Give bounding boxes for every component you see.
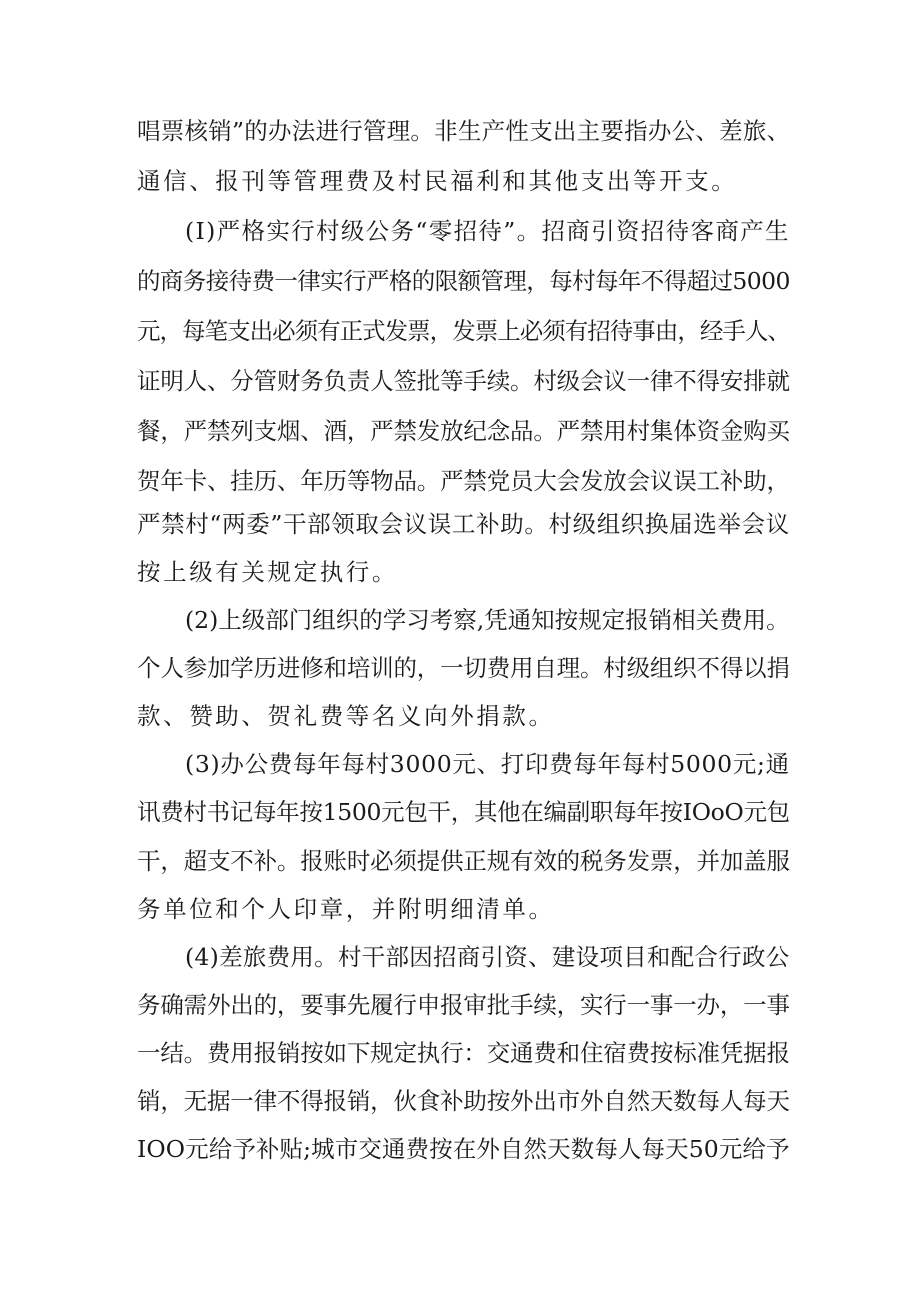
paragraph-2-start: (2)上级部门组织的学习考察,凭通知按规定报销相关费用。 xyxy=(185,606,790,634)
paragraph-3-start: (3)办公费每年每村3000元、打印费每年每村5000元;通 xyxy=(185,750,790,778)
text-line: 讯费村书记每年按1500元包干，其他在编副职每年按IOoO元包 xyxy=(137,798,790,826)
text-line: 款、赞助、贺礼费等名义向外捐款。 xyxy=(137,702,555,730)
text-line: 务确需外出的，要事先履行申报审批手续，实行一事一办，一事 xyxy=(137,991,790,1019)
paragraph-1-start: (I)严格实行村级公务“零招待”。招商引资招待客商产生 xyxy=(185,217,790,245)
text-line: 销，无据一律不得报销，伙食补助按外出市外自然天数每人每天 xyxy=(137,1087,790,1115)
text-line: 唱票核销”的办法进行管理。非生产性支出主要指办公、差旅、 xyxy=(137,117,791,145)
paragraph-4-start: (4)差旅费用。村干部因招商引资、建设项目和配合行政公 xyxy=(185,943,790,971)
text-line: 餐，严禁列支烟、酒，严禁发放纪念品。严禁用村集体资金购买 xyxy=(137,417,790,445)
text-line: 元，每笔支出必须有正式发票，发票上必须有招待事由，经手人、 xyxy=(137,317,790,345)
text-line: 通信、报刊等管理费及村民福利和其他支出等开支。 xyxy=(137,167,738,195)
text-line: 个人参加学历进修和培训的，一切费用自理。村级组织不得以捐 xyxy=(137,654,790,682)
text-line: IOO元给予补贴;城市交通费按在外自然天数每人每天50元给予 xyxy=(137,1135,790,1163)
text-line: 的商务接待费一律实行严格的限额管理，每村每年不得超过5000 xyxy=(137,267,790,295)
text-line: 严禁村“两委”干部领取会议误工补助。村级组织换届选举会议 xyxy=(137,510,790,538)
text-line: 证明人、分管财务负责人签批等手续。村级会议一律不得安排就 xyxy=(137,367,790,395)
text-line: 务单位和个人印章，并附明细清单。 xyxy=(137,895,555,923)
text-line: 一结。费用报销按如下规定执行：交通费和住宿费按标准凭据报 xyxy=(137,1039,790,1067)
text-line: 贺年卡、挂历、年历等物品。严禁党员大会发放会议误工补助， xyxy=(137,467,790,495)
text-line: 干，超支不补。报账时必须提供正规有效的税务发票，并加盖服 xyxy=(137,847,790,875)
text-line: 按上级有关规定执行。 xyxy=(137,558,398,586)
